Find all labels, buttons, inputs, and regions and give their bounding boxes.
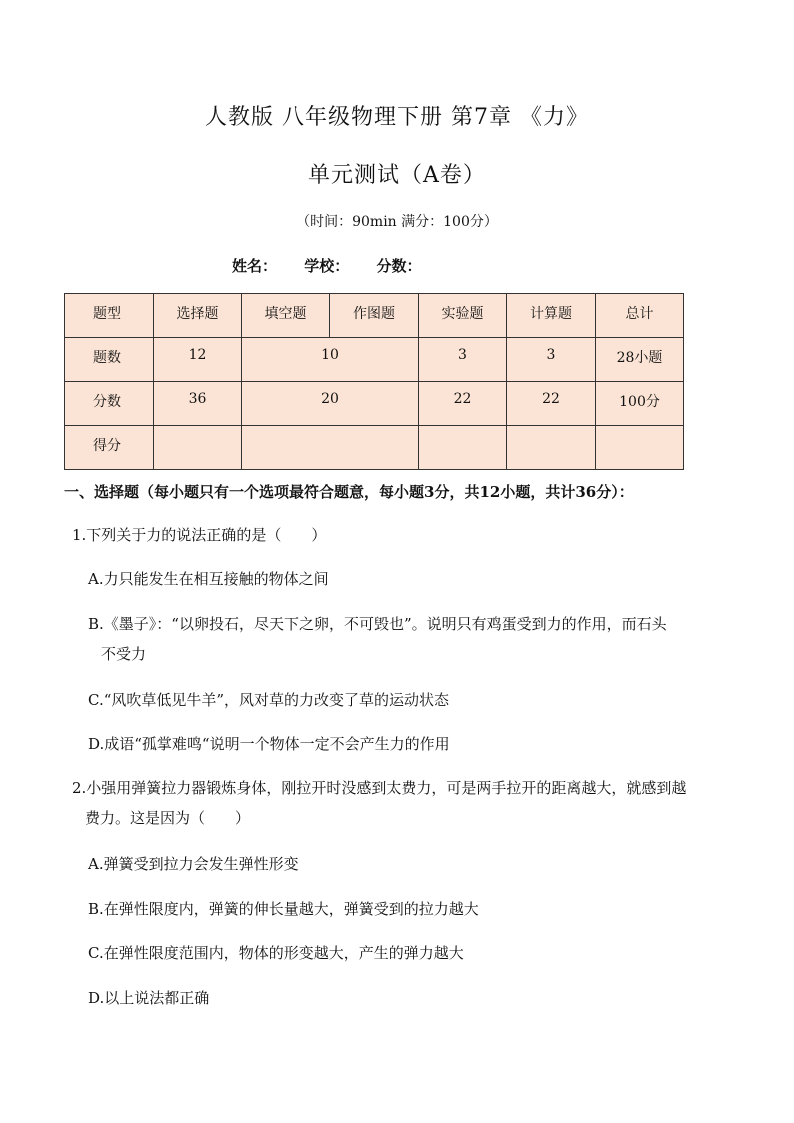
table-header-cell: 作图题 [330,294,419,338]
question-stem-line1: 2.小强用弹簧拉力器锻炼身体，刚拉开时没感到太费力，可是两手拉开的距离越大，就感到越 [72,779,687,797]
score-input-cell[interactable] [242,426,419,470]
table-cell: 3 [507,338,596,382]
student-info-line [232,255,444,276]
table-row [65,382,684,426]
table-header-cell: 计算题 [507,294,596,338]
score-table [64,293,684,470]
row-label: 分数 [65,382,154,426]
option-d: D.成语“孤掌难鸣“说明一个物体一定不会产生力的作用 [88,735,450,753]
table-cell: 20 [242,382,419,426]
score-label: 分数： [376,257,422,275]
option-b: B.在弹性限度内，弹簧的伸长量越大，弹簧受到的拉力越大 [88,900,479,918]
score-input-cell[interactable] [154,426,242,470]
table-cell: 28小题 [596,338,684,382]
row-label: 得分 [65,426,154,470]
score-input-cell[interactable] [419,426,507,470]
question-stem: 1.下列关于力的说法正确的是（ ） [72,526,327,544]
table-cell: 100分 [596,382,684,426]
score-input-cell[interactable] [507,426,596,470]
table-row [65,426,684,470]
option-a: A.弹簧受到拉力会发生弹性形变 [88,855,299,873]
option-d: D.以上说法都正确 [88,989,210,1007]
option-b [88,609,728,669]
table-header-cell: 实验题 [419,294,507,338]
table-cell: 22 [419,382,507,426]
option-c: C.在弹性限度范围内，物体的形变越大，产生的弹力越大 [88,944,464,962]
table-header-cell: 填空题 [242,294,330,338]
row-label: 题数 [65,338,154,382]
table-cell: 36 [154,382,242,426]
exam-time-info: （时间：90min 满分：100分） [296,214,498,230]
table-cell: 12 [154,338,242,382]
name-label: 姓名： [232,257,278,275]
option-a: A.力只能发生在相互接触的物体之间 [88,570,329,588]
table-cell: 3 [419,338,507,382]
table-header-cell: 题型 [65,294,154,338]
page-subtitle: 单元测试（A卷） [308,163,486,188]
table-cell: 10 [242,338,419,382]
table-cell: 22 [507,382,596,426]
option-b-line2: 不受力 [101,645,147,663]
school-label: 学校： [304,257,350,275]
score-input-cell[interactable] [596,426,684,470]
table-header-cell: 总计 [596,294,684,338]
table-row [65,338,684,382]
question-stem [72,773,732,833]
option-c: C.“风吹草低见牛羊”，风对草的力改变了草的运动状态 [88,691,450,709]
option-b-line1: B.《墨子》：“以卵投石，尽天下之卵，不可毁也”。说明只有鸡蛋受到力的作用，而石头 [88,615,667,633]
question-stem-line2: 费力。这是因为（ ） [85,809,251,827]
page-title: 人教版 八年级物理下册 第7章 《力》 [205,105,589,130]
table-header-cell: 选择题 [154,294,242,338]
section-heading: 一、选择题（每小题只有一个选项最符合题意，每小题3分，共12小题，共计36分）： [64,483,634,501]
table-header-row [65,294,684,338]
